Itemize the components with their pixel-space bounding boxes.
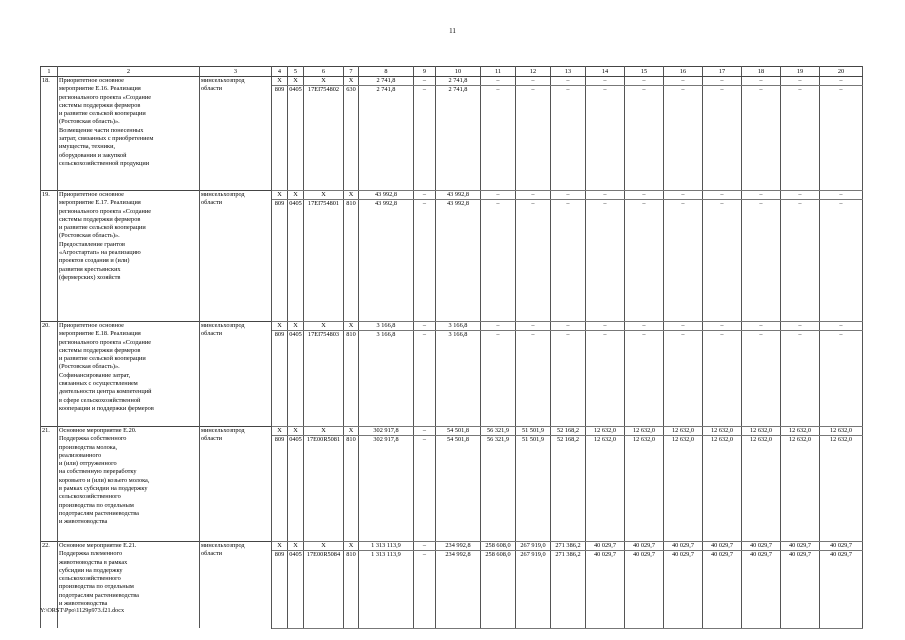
value-cell: – [414, 427, 436, 436]
description-line: мероприятие Е.18. Реализация [59, 330, 141, 338]
description-line: мероприятие Е.16. Реализация [59, 85, 141, 93]
executor-line: области [201, 330, 223, 338]
description-line: регионального проекта «Создание [59, 207, 152, 215]
page-number: 11 [449, 27, 456, 35]
value-cell: Х [344, 542, 359, 551]
column-number: 7 [344, 67, 359, 77]
column-number: 10 [436, 67, 481, 77]
value-cell: – [586, 200, 625, 322]
value-cell: – [742, 86, 781, 191]
value-cell: 0405 [288, 551, 304, 628]
executor [200, 427, 272, 542]
value-cell: Х [288, 427, 304, 436]
description-line: «Агростартап» на реализацию [59, 249, 141, 257]
column-number: 19 [781, 67, 820, 77]
value-cell: 271 386,2 [551, 551, 586, 628]
description-line: сельскохозяйственной продукции [59, 159, 150, 167]
value-cell: – [625, 322, 664, 331]
value-cell: 258 608,0 [481, 551, 516, 628]
executor-line: области [201, 199, 223, 207]
value-cell: – [703, 77, 742, 86]
value-cell: – [516, 331, 551, 427]
description-line: мероприятие Е.17. Реализация [59, 199, 141, 207]
value-cell: 12 632,0 [820, 427, 863, 436]
value-cell: – [481, 77, 516, 86]
table-row [41, 427, 863, 436]
value-cell: 12 632,0 [742, 436, 781, 542]
value-cell: – [481, 331, 516, 427]
value-cell: 267 919,0 [516, 542, 551, 551]
value-cell: 809 [272, 551, 288, 628]
description-line: деятельности центра компетенций [59, 388, 152, 396]
value-cell: 12 632,0 [703, 436, 742, 542]
value-cell: – [742, 331, 781, 427]
description-line: регионального проекта «Создание [59, 338, 152, 346]
value-cell: 3 166,8 [359, 322, 414, 331]
value-cell: 40 029,7 [820, 551, 863, 628]
value-cell: 17Е00R5084 [304, 551, 344, 628]
column-number: 18 [742, 67, 781, 77]
description-line: Поддержка собственного [59, 435, 127, 443]
value-cell: – [481, 86, 516, 191]
value-cell: – [781, 200, 820, 322]
executor-line: минсельхозпрод [201, 191, 245, 198]
value-cell: – [414, 331, 436, 427]
value-cell: 810 [344, 331, 359, 427]
value-cell: 258 608,0 [481, 542, 516, 551]
column-number: 20 [820, 67, 863, 77]
value-cell: – [781, 191, 820, 200]
value-cell: – [703, 191, 742, 200]
value-cell: Х [272, 427, 288, 436]
value-cell: – [625, 200, 664, 322]
value-cell: – [664, 191, 703, 200]
value-cell: 0405 [288, 331, 304, 427]
value-cell: 56 321,9 [481, 427, 516, 436]
value-cell: – [414, 322, 436, 331]
column-number: 12 [516, 67, 551, 77]
description-line: Поддержка племенного [59, 550, 123, 558]
value-cell: 12 632,0 [664, 427, 703, 436]
value-cell: 12 632,0 [586, 436, 625, 542]
value-cell: 51 501,9 [516, 436, 551, 542]
description-line: и (или) отгруженного [59, 460, 117, 468]
description-line: системы поддержки фермеров [59, 346, 141, 354]
value-cell: 12 632,0 [703, 427, 742, 436]
description-line: сельскохозяйственного [59, 575, 121, 583]
value-cell: – [742, 322, 781, 331]
value-cell: – [551, 191, 586, 200]
executor [200, 191, 272, 322]
value-cell: – [703, 86, 742, 191]
executor-line: области [201, 85, 223, 93]
value-cell: 3 166,8 [436, 331, 481, 427]
value-cell: 302 917,8 [359, 436, 414, 542]
value-cell: 12 632,0 [742, 427, 781, 436]
value-cell: – [414, 77, 436, 86]
description-line: и животноводства [59, 600, 108, 608]
value-cell: 54 501,8 [436, 427, 481, 436]
value-cell: 809 [272, 200, 288, 322]
column-number: 3 [200, 67, 272, 77]
measure-description [58, 191, 200, 322]
description-line: имущества, техники, [59, 143, 116, 151]
value-cell: 2 741,8 [436, 86, 481, 191]
value-cell: – [820, 191, 863, 200]
value-cell: 0405 [288, 86, 304, 191]
value-cell: 3 166,8 [436, 322, 481, 331]
value-cell: 43 992,8 [359, 200, 414, 322]
value-cell: 12 632,0 [781, 436, 820, 542]
measure-description [58, 427, 200, 542]
value-cell: – [586, 322, 625, 331]
value-cell: 40 029,7 [625, 551, 664, 628]
value-cell: 809 [272, 86, 288, 191]
row-number: 18. [41, 77, 58, 191]
row-number: 22. [41, 542, 58, 629]
executor-line: области [201, 435, 223, 443]
value-cell: 40 029,7 [703, 542, 742, 551]
description-line: и развитие сельской кооперации [59, 110, 146, 118]
executor [200, 77, 272, 191]
value-cell: Х [288, 542, 304, 551]
value-cell: – [820, 331, 863, 427]
measure-description [58, 77, 200, 191]
value-cell: 40 029,7 [742, 551, 781, 628]
value-cell: 12 632,0 [664, 436, 703, 542]
value-cell: 267 919,0 [516, 551, 551, 628]
value-cell: – [625, 191, 664, 200]
table-row [41, 322, 863, 331]
description-line: системы поддержки фермеров [59, 215, 141, 223]
description-line: (Ростовская область)». [59, 363, 120, 371]
description-line: Основное мероприятие Е.21. [59, 542, 137, 549]
value-cell: 40 029,7 [586, 542, 625, 551]
file-path-footer: Y:\ORST\Ppo\1129p973.f21.docx [40, 607, 125, 614]
description-line: развития крестьянских [59, 265, 121, 273]
value-cell: – [820, 322, 863, 331]
value-cell: Х [304, 427, 344, 436]
value-cell: Х [288, 77, 304, 86]
description-line: кооперации и поддержки фермеров [59, 404, 154, 412]
value-cell: 52 168,2 [551, 427, 586, 436]
value-cell: 40 029,7 [664, 551, 703, 628]
value-cell: 234 992,8 [436, 542, 481, 551]
value-cell: 809 [272, 331, 288, 427]
value-cell: 12 632,0 [586, 427, 625, 436]
executor-line: области [201, 550, 223, 558]
value-cell: – [742, 200, 781, 322]
column-number: 5 [288, 67, 304, 77]
column-number: 9 [414, 67, 436, 77]
description-line: проектов создания и (или) [59, 257, 130, 265]
value-cell: 40 029,7 [625, 542, 664, 551]
value-cell: Х [344, 427, 359, 436]
value-cell: – [481, 191, 516, 200]
value-cell: – [781, 331, 820, 427]
value-cell: 52 168,2 [551, 436, 586, 542]
value-cell: 51 501,9 [516, 427, 551, 436]
description-line: коровьего и (или) козьего молока, [59, 476, 150, 484]
value-cell: 810 [344, 551, 359, 628]
value-cell: – [820, 86, 863, 191]
value-cell: 12 632,0 [781, 427, 820, 436]
column-number: 4 [272, 67, 288, 77]
value-cell: 12 632,0 [625, 427, 664, 436]
value-cell: – [414, 551, 436, 628]
value-cell: 40 029,7 [664, 542, 703, 551]
value-cell: Х [304, 191, 344, 200]
value-cell: 810 [344, 200, 359, 322]
value-cell: 3 166,8 [359, 331, 414, 427]
value-cell: – [625, 77, 664, 86]
measure-description [58, 322, 200, 427]
value-cell: – [414, 191, 436, 200]
description-line: Основное мероприятие Е.20. [59, 427, 137, 434]
value-cell: 40 029,7 [742, 542, 781, 551]
description-line: (Ростовская область)». [59, 118, 120, 126]
description-line: Софинансирование затрат, [59, 371, 131, 379]
executor-line: минсельхозпрод [201, 322, 245, 329]
value-cell: Х [304, 77, 344, 86]
value-cell: Х [272, 191, 288, 200]
description-line: оборудования и закупкой [59, 151, 127, 159]
description-line: связанных с осуществлением [59, 380, 138, 388]
description-line: субсидии на поддержку [59, 566, 123, 574]
value-cell: 43 992,8 [436, 200, 481, 322]
description-line: затрат, связанных с приобретением [59, 135, 154, 143]
column-number: 1 [41, 67, 58, 77]
value-cell: Х [272, 77, 288, 86]
value-cell: – [414, 86, 436, 191]
row-number: 20. [41, 322, 58, 427]
description-line: (фермерских) хозяйств [59, 273, 121, 281]
description-line: и животноводства [59, 518, 108, 526]
value-cell: – [586, 191, 625, 200]
value-cell: – [586, 331, 625, 427]
value-cell: 2 741,8 [436, 77, 481, 86]
executor [200, 322, 272, 427]
value-cell: – [781, 77, 820, 86]
value-cell: 43 992,8 [359, 191, 414, 200]
value-cell: Х [272, 322, 288, 331]
description-line: Предоставление грантов [59, 240, 125, 248]
value-cell: – [703, 200, 742, 322]
description-line: производства по отдельным [59, 583, 134, 591]
value-cell: 271 386,2 [551, 542, 586, 551]
table-row [41, 542, 863, 551]
value-cell: 54 501,8 [436, 436, 481, 542]
value-cell: 810 [344, 436, 359, 542]
description-line: системы поддержки фермеров [59, 101, 141, 109]
value-cell: – [516, 200, 551, 322]
value-cell: – [820, 200, 863, 322]
value-cell: Х [272, 542, 288, 551]
value-cell: 12 632,0 [625, 436, 664, 542]
value-cell: – [516, 322, 551, 331]
value-cell: 0405 [288, 436, 304, 542]
value-cell: 1 313 113,9 [359, 551, 414, 628]
value-cell: Х [344, 191, 359, 200]
value-cell: 40 029,7 [781, 551, 820, 628]
value-cell: 40 029,7 [781, 542, 820, 551]
value-cell: – [664, 86, 703, 191]
description-line: производства по отдельным [59, 501, 134, 509]
value-cell: – [742, 77, 781, 86]
value-cell: Х [344, 77, 359, 86]
description-line: и развитие сельской кооперации [59, 355, 146, 363]
executor-line: минсельхозпрод [201, 427, 245, 434]
table-row [41, 191, 863, 200]
value-cell: 56 321,9 [481, 436, 516, 542]
executor-line: минсельхозпрод [201, 77, 245, 84]
value-cell: – [516, 191, 551, 200]
value-cell: – [586, 86, 625, 191]
column-number: 14 [586, 67, 625, 77]
value-cell: – [481, 322, 516, 331]
value-cell: – [414, 542, 436, 551]
description-line: Приоритетное основное [59, 191, 124, 198]
value-cell: – [551, 322, 586, 331]
description-line: производства молока, [59, 443, 118, 451]
column-number: 6 [304, 67, 344, 77]
value-cell: – [516, 86, 551, 191]
value-cell: – [664, 331, 703, 427]
description-line: реализованного [59, 451, 102, 459]
row-number: 21. [41, 427, 58, 542]
column-number-row [41, 67, 863, 77]
value-cell: – [625, 331, 664, 427]
column-number: 16 [664, 67, 703, 77]
value-cell: 40 029,7 [586, 551, 625, 628]
description-line: Возмещение части понесенных [59, 126, 144, 134]
measure-description [58, 542, 200, 629]
value-cell: – [586, 77, 625, 86]
description-line: Приоритетное основное [59, 77, 124, 84]
value-cell: 234 992,8 [436, 551, 481, 628]
value-cell: 2 741,8 [359, 86, 414, 191]
budget-table [40, 66, 863, 629]
description-line: в рамках субсидии на поддержку [59, 485, 148, 493]
value-cell: – [551, 200, 586, 322]
executor [200, 542, 272, 629]
value-cell: – [664, 322, 703, 331]
value-cell: – [820, 77, 863, 86]
value-cell: – [414, 436, 436, 542]
value-cell: – [414, 200, 436, 322]
value-cell: – [664, 200, 703, 322]
table-row [41, 77, 863, 86]
value-cell: Х [288, 191, 304, 200]
value-cell: 809 [272, 436, 288, 542]
value-cell: – [664, 77, 703, 86]
value-cell: – [781, 322, 820, 331]
value-cell: – [551, 86, 586, 191]
value-cell: 17ЕI754802 [304, 86, 344, 191]
value-cell: – [551, 331, 586, 427]
value-cell: 1 313 113,9 [359, 542, 414, 551]
value-cell: – [551, 77, 586, 86]
value-cell: 43 992,8 [436, 191, 481, 200]
value-cell: Х [288, 322, 304, 331]
column-number: 11 [481, 67, 516, 77]
column-number: 15 [625, 67, 664, 77]
value-cell: 40 029,7 [703, 551, 742, 628]
column-number: 13 [551, 67, 586, 77]
value-cell: 630 [344, 86, 359, 191]
value-cell: Х [304, 542, 344, 551]
value-cell: – [625, 86, 664, 191]
executor-line: минсельхозпрод [201, 542, 245, 549]
value-cell: Х [304, 322, 344, 331]
value-cell: Х [344, 322, 359, 331]
value-cell: 302 917,8 [359, 427, 414, 436]
description-line: регионального проекта «Создание [59, 93, 152, 101]
value-cell: 40 029,7 [820, 542, 863, 551]
value-cell: 17ЕI754801 [304, 200, 344, 322]
value-cell: – [781, 86, 820, 191]
value-cell: – [481, 200, 516, 322]
description-line: и развитие сельской кооперации [59, 224, 146, 232]
value-cell: – [742, 191, 781, 200]
value-cell: – [516, 77, 551, 86]
value-cell: 0405 [288, 200, 304, 322]
description-line: животноводства в рамках [59, 558, 128, 566]
description-line: в сфере сельскохозяйственной [59, 396, 141, 404]
column-number: 2 [58, 67, 200, 77]
row-number: 19. [41, 191, 58, 322]
value-cell: – [703, 331, 742, 427]
value-cell: 17Е00R5081 [304, 436, 344, 542]
column-number: 17 [703, 67, 742, 77]
description-line: на собственную переработку [59, 468, 137, 476]
description-line: (Ростовская область)». [59, 232, 120, 240]
description-line: сельскохозяйственного [59, 493, 121, 501]
value-cell: 17ЕI754803 [304, 331, 344, 427]
description-line: Приоритетное основное [59, 322, 124, 329]
value-cell: – [703, 322, 742, 331]
value-cell: 12 632,0 [820, 436, 863, 542]
description-line: подотраслям растениеводства [59, 591, 139, 599]
column-number: 8 [359, 67, 414, 77]
description-line: подотраслям растениеводства [59, 509, 139, 517]
value-cell: 2 741,8 [359, 77, 414, 86]
